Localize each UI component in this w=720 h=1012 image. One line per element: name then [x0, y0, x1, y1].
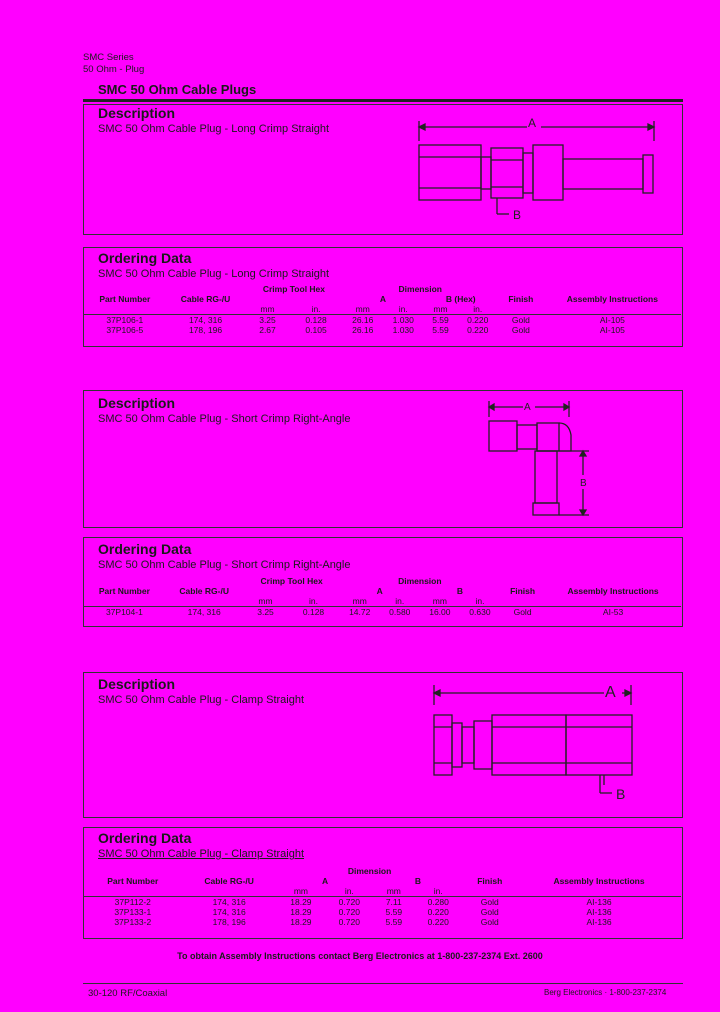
unit-in: in.: [311, 304, 321, 314]
col-crimp-tool: Crimp Tool Hex: [260, 576, 323, 586]
unit-in: in.: [398, 304, 408, 314]
ordering-box-3: [83, 827, 683, 939]
col-part-number: Part Number: [98, 586, 150, 596]
ordering-subtitle: SMC 50 Ohm Cable Plug - Short Crimp Right-Angle: [98, 559, 351, 571]
dim-label-b: B: [616, 786, 626, 802]
description-subtitle: SMC 50 Ohm Cable Plug - Short Crimp Right-Angle: [98, 413, 351, 425]
page-number: 30-120 RF/Coaxial: [88, 988, 168, 999]
dim-label-a: A: [528, 116, 537, 130]
table-row: 37P106-1 174, 316 3.25 0.128 26.16 1.030 5.59 0.220 Gold AI-105: [106, 315, 625, 325]
col-assembly: Assembly Instructions: [553, 876, 645, 886]
ordering-subtitle: SMC 50 Ohm Cable Plug - Long Crimp Straight: [98, 268, 330, 280]
description-title: Description: [98, 395, 176, 411]
ordering-box-2: [83, 537, 683, 627]
description-subtitle: SMC 50 Ohm Cable Plug - Clamp Straight: [98, 694, 305, 706]
col-finish: Finish: [510, 586, 536, 596]
unit-mm: mm: [355, 304, 370, 314]
description-box-2: [83, 390, 683, 528]
table-row: 37P106-5 178, 196 2.67 0.105 26.16 1.030 5.59 0.220 Gold AI-105: [106, 325, 625, 335]
ordering-title: Ordering Data: [98, 830, 192, 846]
unit-mm: mm: [433, 304, 448, 314]
col-crimp-tool: Crimp Tool Hex: [262, 284, 326, 294]
col-finish: Finish: [508, 294, 534, 304]
col-assembly: Assembly Instructions: [567, 586, 659, 596]
col-part-number: Part Number: [107, 876, 159, 886]
description-box-3: [83, 672, 683, 818]
col-cable: Cable RG-/U: [204, 876, 254, 886]
series-name: SMC Series: [83, 52, 134, 63]
footer-rule: [83, 983, 683, 984]
ordering-subtitle: SMC 50 Ohm Cable Plug - Clamp Straight: [98, 848, 305, 860]
ordering-box-1: [83, 247, 683, 347]
ordering-title: Ordering Data: [98, 250, 192, 266]
connector-drawing-clamp: [424, 681, 644, 809]
page-title: SMC 50 Ohm Cable Plugs: [98, 82, 257, 97]
title-rule: [83, 99, 683, 102]
connector-drawing-right-angle: [479, 397, 599, 525]
table-row: 37P133-1 174, 316 18.29 0.720 5.59 0.220 Gold AI-136: [114, 907, 612, 917]
ordering-title: Ordering Data: [98, 541, 192, 557]
col-finish: Finish: [477, 876, 503, 886]
table-row: 37P133-2 178, 196 18.29 0.720 5.59 0.220 Gold AI-136: [114, 917, 612, 927]
table-row: 37P104-1 174, 316 3.25 0.128 14.72 0.580 16.00 0.630 Gold AI-53: [105, 607, 624, 617]
col-b: B (Hex): [445, 294, 476, 304]
dim-label-a: A: [605, 684, 616, 701]
col-b: B: [414, 876, 422, 886]
dim-label-b: B: [580, 478, 587, 489]
ordering-table-3: Dimension Part Number Cable RG-/U A B Finish Assembly Instructions mm in. mm in. 37P112-2 174, 316 18.29 0.720 7.11 0.280 Gold AI-136 37P133-1 174, 316 18.29 0.720 5.59 0.220 Gold AI-136 37P133-2 178, 196 18.29 0.720 5.59 0.220 Gold AI-136: [84, 866, 681, 927]
col-a: A: [322, 876, 329, 886]
unit-mm: mm: [260, 304, 275, 314]
ordering-table-2: Crimp Tool Hex Dimension Part Number Cable RG-/U A B Finish Assembly Instructions mm in. mm in. mm in. 37P104-1 174, 316 3.25 0.128 14.72 0.580 16.00 0.630 Gold AI-53: [84, 576, 681, 617]
ordering-table-1: [84, 284, 681, 335]
description-box-1: [83, 104, 683, 235]
table-row: 37P112-2 174, 316 18.29 0.720 7.11 0.280 Gold AI-136: [114, 897, 612, 907]
col-assembly: Assembly Instructions: [566, 294, 658, 304]
company-contact: Berg Electronics · 1-800-237-2374: [544, 988, 667, 997]
assembly-instructions-note: To obtain Assembly Instructions contact Berg Electronics at 1-800-237-2374 Ext. 2600: [177, 951, 543, 961]
dim-label-a: A: [524, 402, 531, 413]
description-subtitle: SMC 50 Ohm Cable Plug - Long Crimp Straight: [98, 123, 330, 135]
col-a: A: [376, 586, 383, 596]
connector-drawing-long-crimp: [409, 115, 659, 225]
col-cable: Cable RG-/U: [180, 294, 231, 304]
col-part-number: Part Number: [99, 294, 151, 304]
subseries-name: 50 Ohm - Plug: [83, 64, 145, 75]
series-label: [83, 52, 144, 76]
col-dimension: Dimension: [398, 576, 442, 586]
dim-label-b: B: [513, 208, 522, 222]
description-title: Description: [98, 676, 176, 692]
col-cable: Cable RG-/U: [179, 586, 229, 596]
col-b: B: [456, 586, 463, 596]
col-dimension: Dimension: [398, 284, 442, 294]
col-a: A: [379, 294, 387, 304]
col-dimension: Dimension: [347, 866, 392, 876]
description-title: Description: [98, 105, 176, 121]
unit-in: in.: [473, 304, 483, 314]
